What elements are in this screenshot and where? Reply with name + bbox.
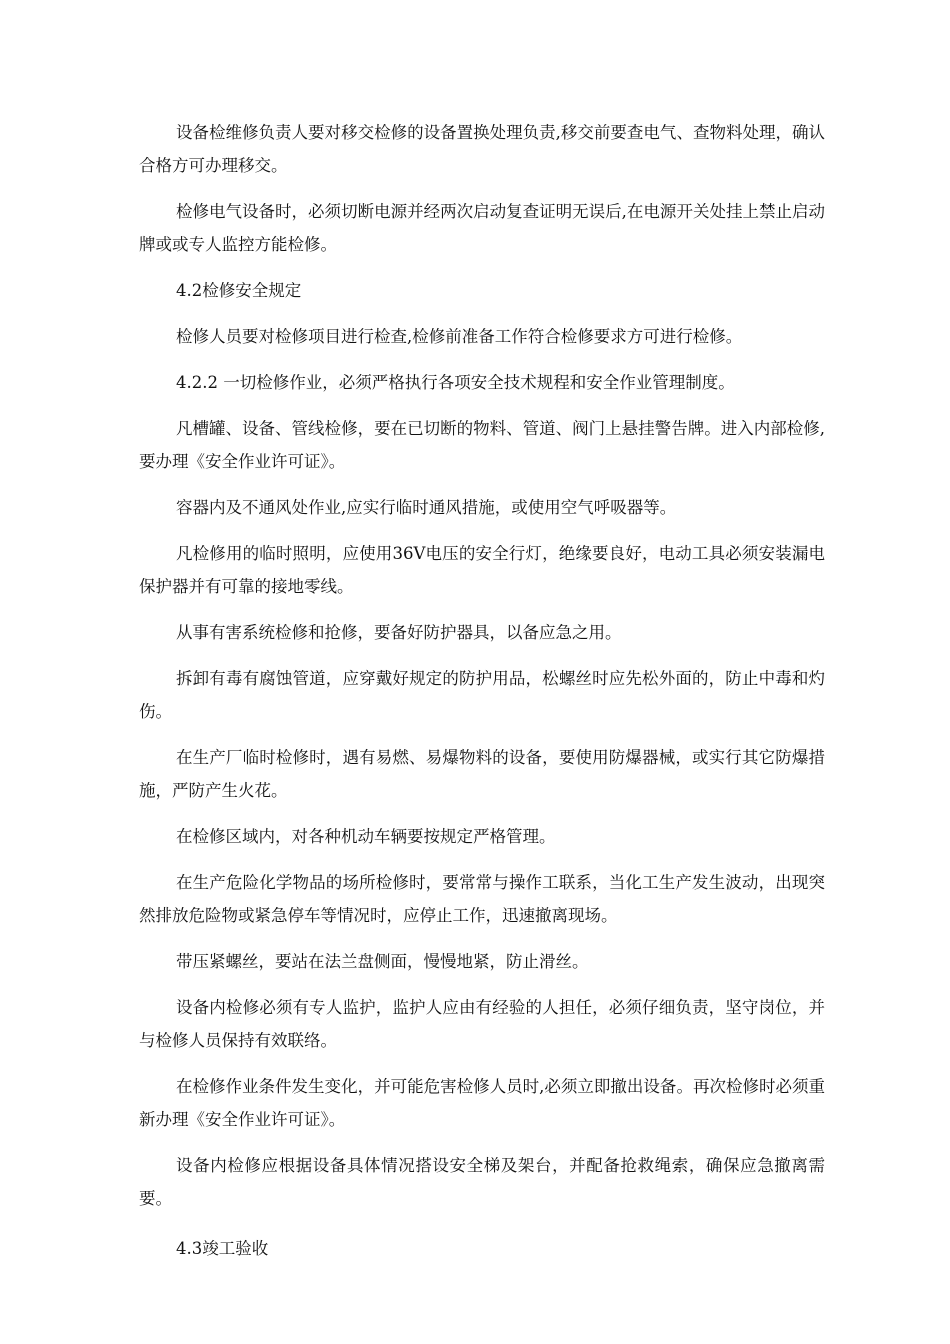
paragraph-explosion-proof: 在生产厂临时检修时，遇有易燃、易爆物料的设备，要使用防爆器械，或实行其它防爆措施，严防产生火花。 xyxy=(139,748,825,800)
section-heading-4-3: 4.3竣工验收 xyxy=(176,1239,269,1258)
paragraph-4-2-2: 4.2.2 一切检修作业，必须严格执行各项安全技术规程和安全作业管理制度。 xyxy=(176,373,735,392)
paragraph-safety-ladder: 设备内检修应根据设备具体情况搭设安全梯及架台，并配备抢救绳索，确保应急撤离需要。 xyxy=(139,1156,825,1208)
paragraph-toxic-pipe-removal: 拆卸有毒有腐蚀管道，应穿戴好规定的防护用品，松螺丝时应先松外面的，防止中毒和灼伤。 xyxy=(139,669,825,721)
paragraph-vehicle-management: 在检修区域内，对各种机动车辆要按规定严格管理。 xyxy=(176,827,556,846)
paragraph-pressure-bolts: 带压紧螺丝，要站在法兰盘侧面，慢慢地紧，防止滑丝。 xyxy=(176,952,589,971)
paragraph-temporary-lighting: 凡检修用的临时照明，应使用36V电压的安全行灯，绝缘要良好，电动工具必须安装漏电保护器并有可靠的接地零线。 xyxy=(139,544,825,596)
paragraph-condition-change: 在检修作业条件发生变化，并可能危害检修人员时,必须立即撤出设备。再次检修时必须重新办理《安全作业许可证》。 xyxy=(139,1077,825,1129)
paragraph-inspection-check: 检修人员要对检修项目进行检查,检修前准备工作符合检修要求方可进行检修。 xyxy=(176,327,743,346)
paragraph-equipment-handover: 设备检维修负责人要对移交检修的设备置换处理负责,移交前要查电气、查物料处理，确认合格方可办理移交。 xyxy=(139,123,825,175)
paragraph-protective-equipment: 从事有害系统检修和抢修，要备好防护器具，以备应急之用。 xyxy=(176,623,622,642)
paragraph-supervision: 设备内检修必须有专人监护，监护人应由有经验的人担任，必须仔细负责，坚守岗位，并与检修人员保持有效联络。 xyxy=(139,998,825,1050)
paragraph-hazardous-chemicals: 在生产危险化学物品的场所检修时，要常常与操作工联系，当化工生产发生波动，出现突然排放危险物或紧急停车等情况时，应停止工作，迅速撤离现场。 xyxy=(139,873,825,925)
section-heading-4-2: 4.2检修安全规定 xyxy=(176,281,302,300)
paragraph-ventilation: 容器内及不通风处作业,应实行临时通风措施，或使用空气呼吸器等。 xyxy=(176,498,677,517)
paragraph-electrical-maintenance: 检修电气设备时，必须切断电源并经两次启动复查证明无误后,在电源开关处挂上禁止启动牌或或专人监控方能检修。 xyxy=(139,202,825,254)
document-body xyxy=(139,116,825,1278)
paragraph-tank-pipeline: 凡槽罐、设备、管线检修，要在已切断的物料、管道、阀门上悬挂警告牌。进入内部检修,要办理《安全作业许可证》。 xyxy=(139,419,825,471)
